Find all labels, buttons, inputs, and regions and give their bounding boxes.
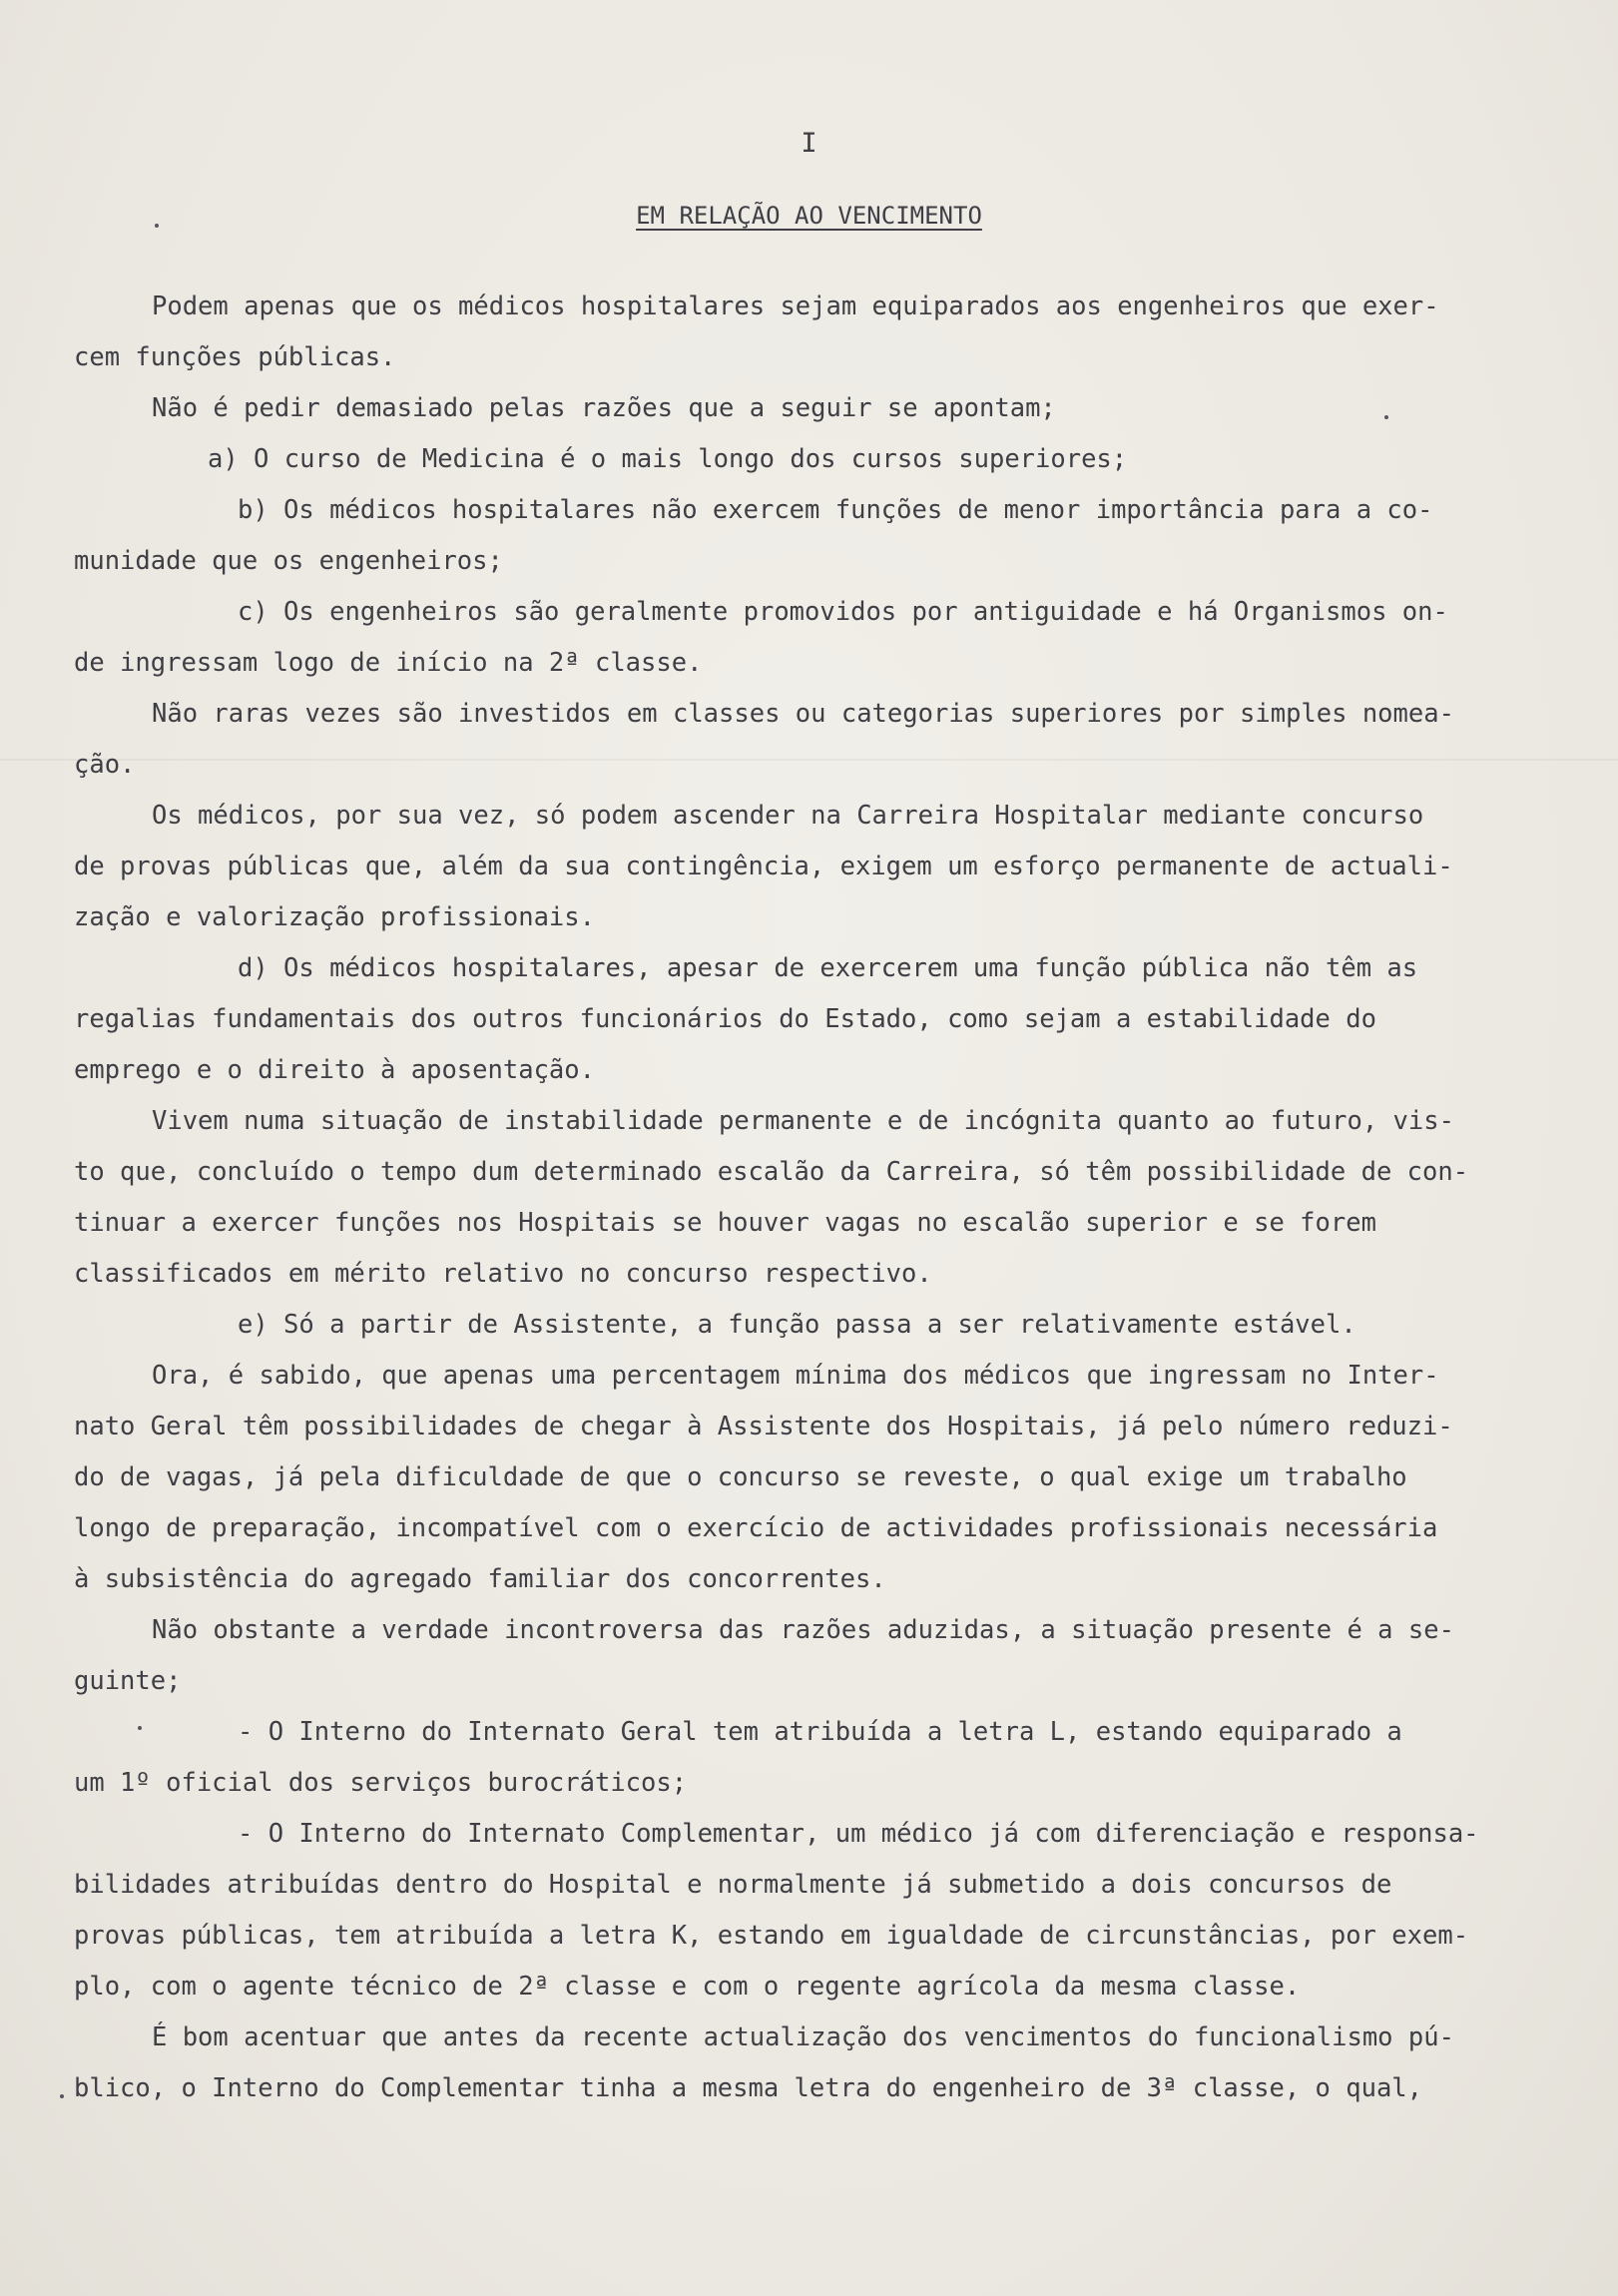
text-line: Não obstante a verdade incontroversa das razões aduzidas, a situação presente é a se-	[152, 1615, 1454, 1645]
text-line: longo de preparação, incompatível com o exercício de actividades profissionais necessária	[74, 1513, 1438, 1543]
section-title-text: EM RELAÇÃO AO VENCIMENTO	[636, 202, 982, 230]
text-line: - O Interno do Internato Geral tem atribuída a letra L, estando equiparado a	[238, 1717, 1402, 1747]
paper-speck	[155, 224, 159, 228]
text-line: blico, o Interno do Complementar tinha a mesma letra do engenheiro de 3ª classe, o qual,	[74, 2073, 1423, 2103]
text-line: munidade que os engenheiros;	[74, 546, 503, 576]
text-line: Não é pedir demasiado pelas razões que a seguir se apontam;	[152, 393, 1056, 423]
text-line: nato Geral têm possibilidades de chegar à Assistente dos Hospitais, já pelo número reduzi-	[74, 1412, 1453, 1441]
text-line: Podem apenas que os médicos hospitalares sejam equiparados aos engenheiros que exer-	[152, 291, 1439, 321]
text-line: bilidades atribuídas dentro do Hospital e normalmente já submetido a dois concursos de	[74, 1870, 1392, 1900]
text-line: guinte;	[74, 1666, 182, 1696]
text-line: Não raras vezes são investidos em classes ou categorias superiores por simples nomea-	[152, 699, 1454, 729]
text-line: Vivem numa situação de instabilidade permanente e de incógnita quanto ao futuro, vis-	[152, 1106, 1454, 1136]
text-line: - O Interno do Internato Complementar, um médico já com diferenciação e responsa-	[238, 1819, 1479, 1849]
text-line: à subsistência do agregado familiar dos concorrentes.	[74, 1564, 886, 1594]
text-line: d) Os médicos hospitalares, apesar de exercerem uma função pública não têm as	[238, 953, 1418, 983]
text-line: e) Só a partir de Assistente, a função passa a ser relativamente estável.	[238, 1310, 1356, 1340]
section-title	[0, 202, 1618, 230]
text-line: de provas públicas que, além da sua contingência, exigem um esforço permanente de actuali-	[74, 852, 1453, 881]
text-line: a) O curso de Medicina é o mais longo dos cursos superiores;	[208, 444, 1128, 474]
text-line: b) Os médicos hospitalares não exercem funções de menor importância para a co-	[238, 495, 1433, 525]
text-line: tinuar a exercer funções nos Hospitais se houver vagas no escalão superior e se forem	[74, 1208, 1376, 1238]
text-line: Ora, é sabido, que apenas uma percentagem mínima dos médicos que ingressam no Inter-	[152, 1361, 1439, 1391]
paper-speck	[1384, 415, 1388, 419]
text-line: to que, concluído o tempo dum determinado escalão da Carreira, só têm possibilidade de con-	[74, 1157, 1469, 1187]
text-line: de ingressam logo de início na 2ª classe.	[74, 648, 703, 678]
section-number: I	[801, 128, 817, 159]
text-line: provas públicas, tem atribuída a letra K, estando em igualdade de circunstâncias, por exem-	[74, 1921, 1469, 1951]
text-line: um 1º oficial dos serviços burocráticos;	[74, 1768, 688, 1798]
text-line: do de vagas, já pela dificuldade de que o concurso se reveste, o qual exige um trabalho	[74, 1462, 1407, 1492]
text-line: regalias fundamentais dos outros funcionários do Estado, como sejam a estabilidade do	[74, 1004, 1376, 1034]
text-line: plo, com o agente técnico de 2ª classe e com o regente agrícola da mesma classe.	[74, 1972, 1301, 2002]
text-line: classificados em mérito relativo no concurso respectivo.	[74, 1259, 932, 1289]
text-line: zação e valorização profissionais.	[74, 902, 595, 932]
text-line: c) Os engenheiros são geralmente promovidos por antiguidade e há Organismos on-	[238, 597, 1448, 627]
text-line: É bom acentuar que antes da recente actualização dos vencimentos do funcionalismo pú-	[152, 2022, 1454, 2052]
text-line: Os médicos, por sua vez, só podem ascender na Carreira Hospitalar mediante concurso	[152, 801, 1424, 831]
paper-fold	[0, 759, 1618, 761]
text-line: emprego e o direito à aposentação.	[74, 1055, 595, 1085]
paper-speck	[138, 1726, 142, 1730]
text-line: cem funções públicas.	[74, 342, 396, 372]
text-line: ção.	[74, 750, 136, 780]
paper-speck	[60, 2094, 64, 2098]
